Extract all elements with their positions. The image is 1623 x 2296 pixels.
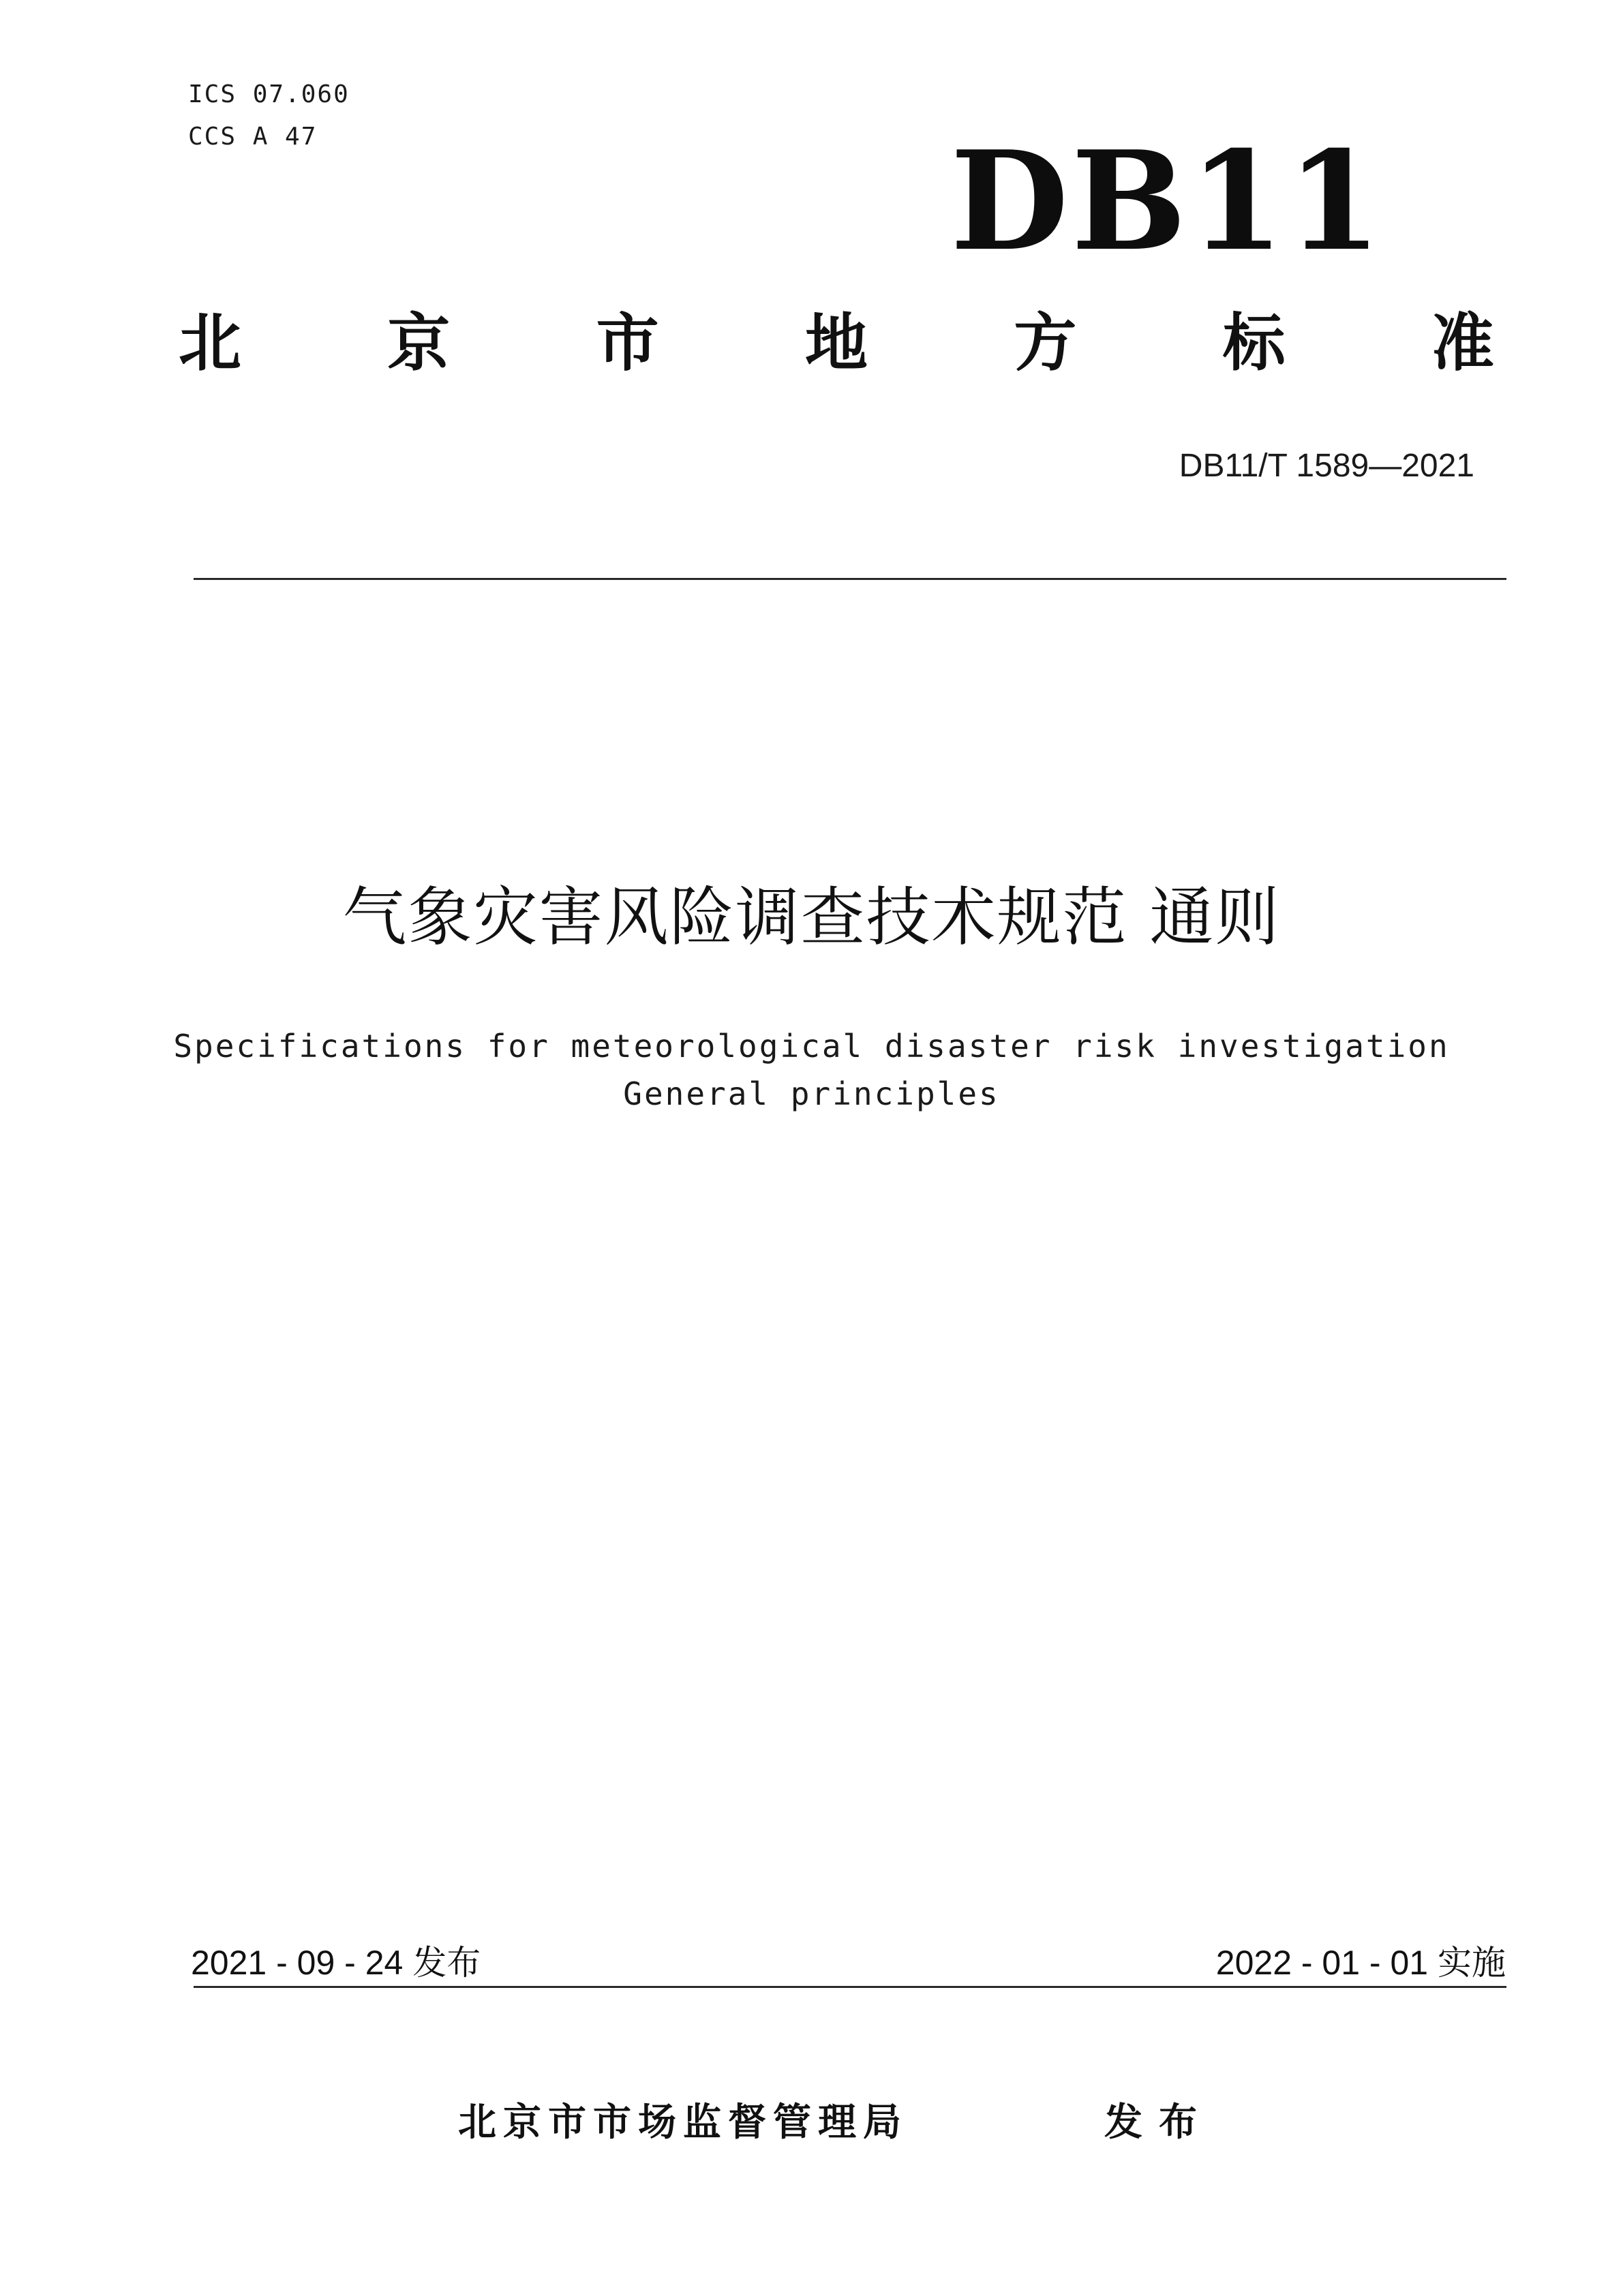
title-chinese: 气象灾害风险调查技术规范 通则: [342, 881, 1281, 955]
issuing-authority: 北京市市场监督管理局: [458, 2100, 908, 2145]
ics-code: ICS 07.060: [188, 80, 350, 108]
standard-type-char: 北: [179, 307, 242, 380]
title-english-line-2: General principles: [623, 1075, 1000, 1112]
standard-type-char: 市: [596, 307, 659, 380]
ccs-code: CCS A 47: [188, 123, 318, 151]
title-english-line-1: Specifications for meteorological disaster risk investigation: [173, 1028, 1450, 1065]
effective-date: 2022 - 01 - 01 实施: [1215, 1944, 1506, 1982]
standard-type-char: 标: [1222, 307, 1286, 380]
standard-type-char: 方: [1014, 307, 1077, 380]
standard-type-heading: [179, 307, 1494, 380]
standard-type-char: 地: [804, 307, 868, 380]
standard-mark: DB11: [950, 121, 1384, 281]
issue-label: 发布: [1104, 2100, 1213, 2145]
standard-type-char: 准: [1431, 307, 1494, 380]
top-divider: [194, 578, 1506, 580]
bottom-divider: [194, 1986, 1506, 1988]
standard-type-char: 京: [387, 307, 451, 380]
standard-number: DB11/T 1589—2021: [1179, 448, 1474, 484]
issue-date: 2021 - 09 - 24 发布: [191, 1944, 481, 1982]
